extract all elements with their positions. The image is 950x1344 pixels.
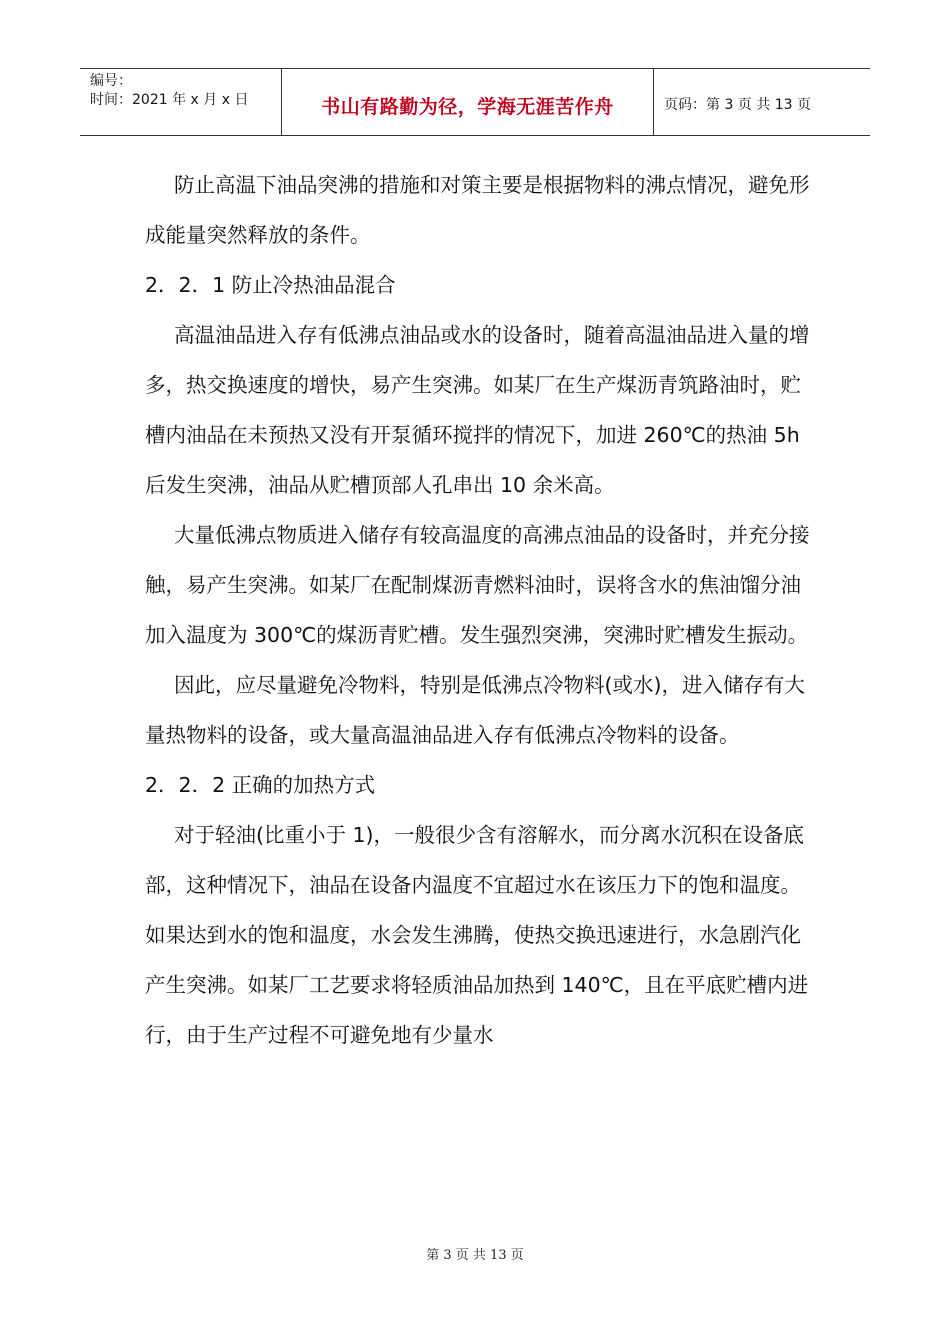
- page-footer: [0, 1244, 950, 1263]
- footer-page-number: 第 3 页 共 13 页: [426, 1248, 524, 1263]
- paragraph-hot-oil-example: 高温油品进入存有低沸点油品或水的设备时，随着高温油品进入量的增多，热交换速度的增快，易产生突沸。如某厂在生产煤沥青筑路油时，贮槽内油品在未预热又没有开泵循环搅拌的情况下，加进 260℃的热油 5h 后发生突沸，油品从贮槽顶部人孔串出 10 余米高。: [145, 323, 810, 497]
- section-heading-2-2-1: 2．2．1 防止冷热油品混合: [145, 273, 396, 297]
- header-page-cell: [654, 69, 870, 135]
- paragraph-conclusion: 因此，应尽量避免冷物料，特别是低沸点冷物料(或水)，进入储存有大量热物料的设备，或大量高温油品进入存有低沸点冷物料的设备。: [145, 673, 805, 747]
- section-heading-2-2-2: 2．2．2 正确的加热方式: [145, 773, 376, 797]
- number-label: 编号：: [90, 73, 132, 89]
- time-label: 时间：2021 年 x 月 x 日: [90, 92, 249, 108]
- motto-text: 书山有路勤为径，学海无涯苦作舟: [321, 95, 614, 118]
- header-motto-cell: [282, 69, 654, 135]
- paragraph-intro: 防止高温下油品突沸的措施和对策主要是根据物料的沸点情况，避免形成能量突然释放的条件。: [145, 173, 810, 247]
- document-body: [145, 160, 810, 1060]
- page-info: 页码：第 3 页 共 13 页: [664, 97, 811, 113]
- paragraph-low-boiling-example: 大量低沸点物质进入储存有较高温度的高沸点油品的设备时，并充分接触，易产生突沸。如某厂在配制煤沥青燃料油时，误将含水的焦油馏分油加入温度为 300℃的煤沥青贮槽。发生强烈突沸，突沸时贮槽发生振动。: [145, 523, 810, 647]
- header-meta-cell: [80, 69, 282, 135]
- page-header: [80, 68, 870, 136]
- paragraph-heating-method: 对于轻油(比重小于 1)，一般很少含有溶解水，而分离水沉积在设备底部，这种情况下，油品在设备内温度不宜超过水在该压力下的饱和温度。如果达到水的饱和温度，水会发生沸腾，使热交换迅速进行，水急剧汽化产生突沸。如某厂工艺要求将轻质油品加热到 140℃，且在平底贮槽内进行，由于生产过程不可避免地有少量水: [145, 823, 809, 1047]
